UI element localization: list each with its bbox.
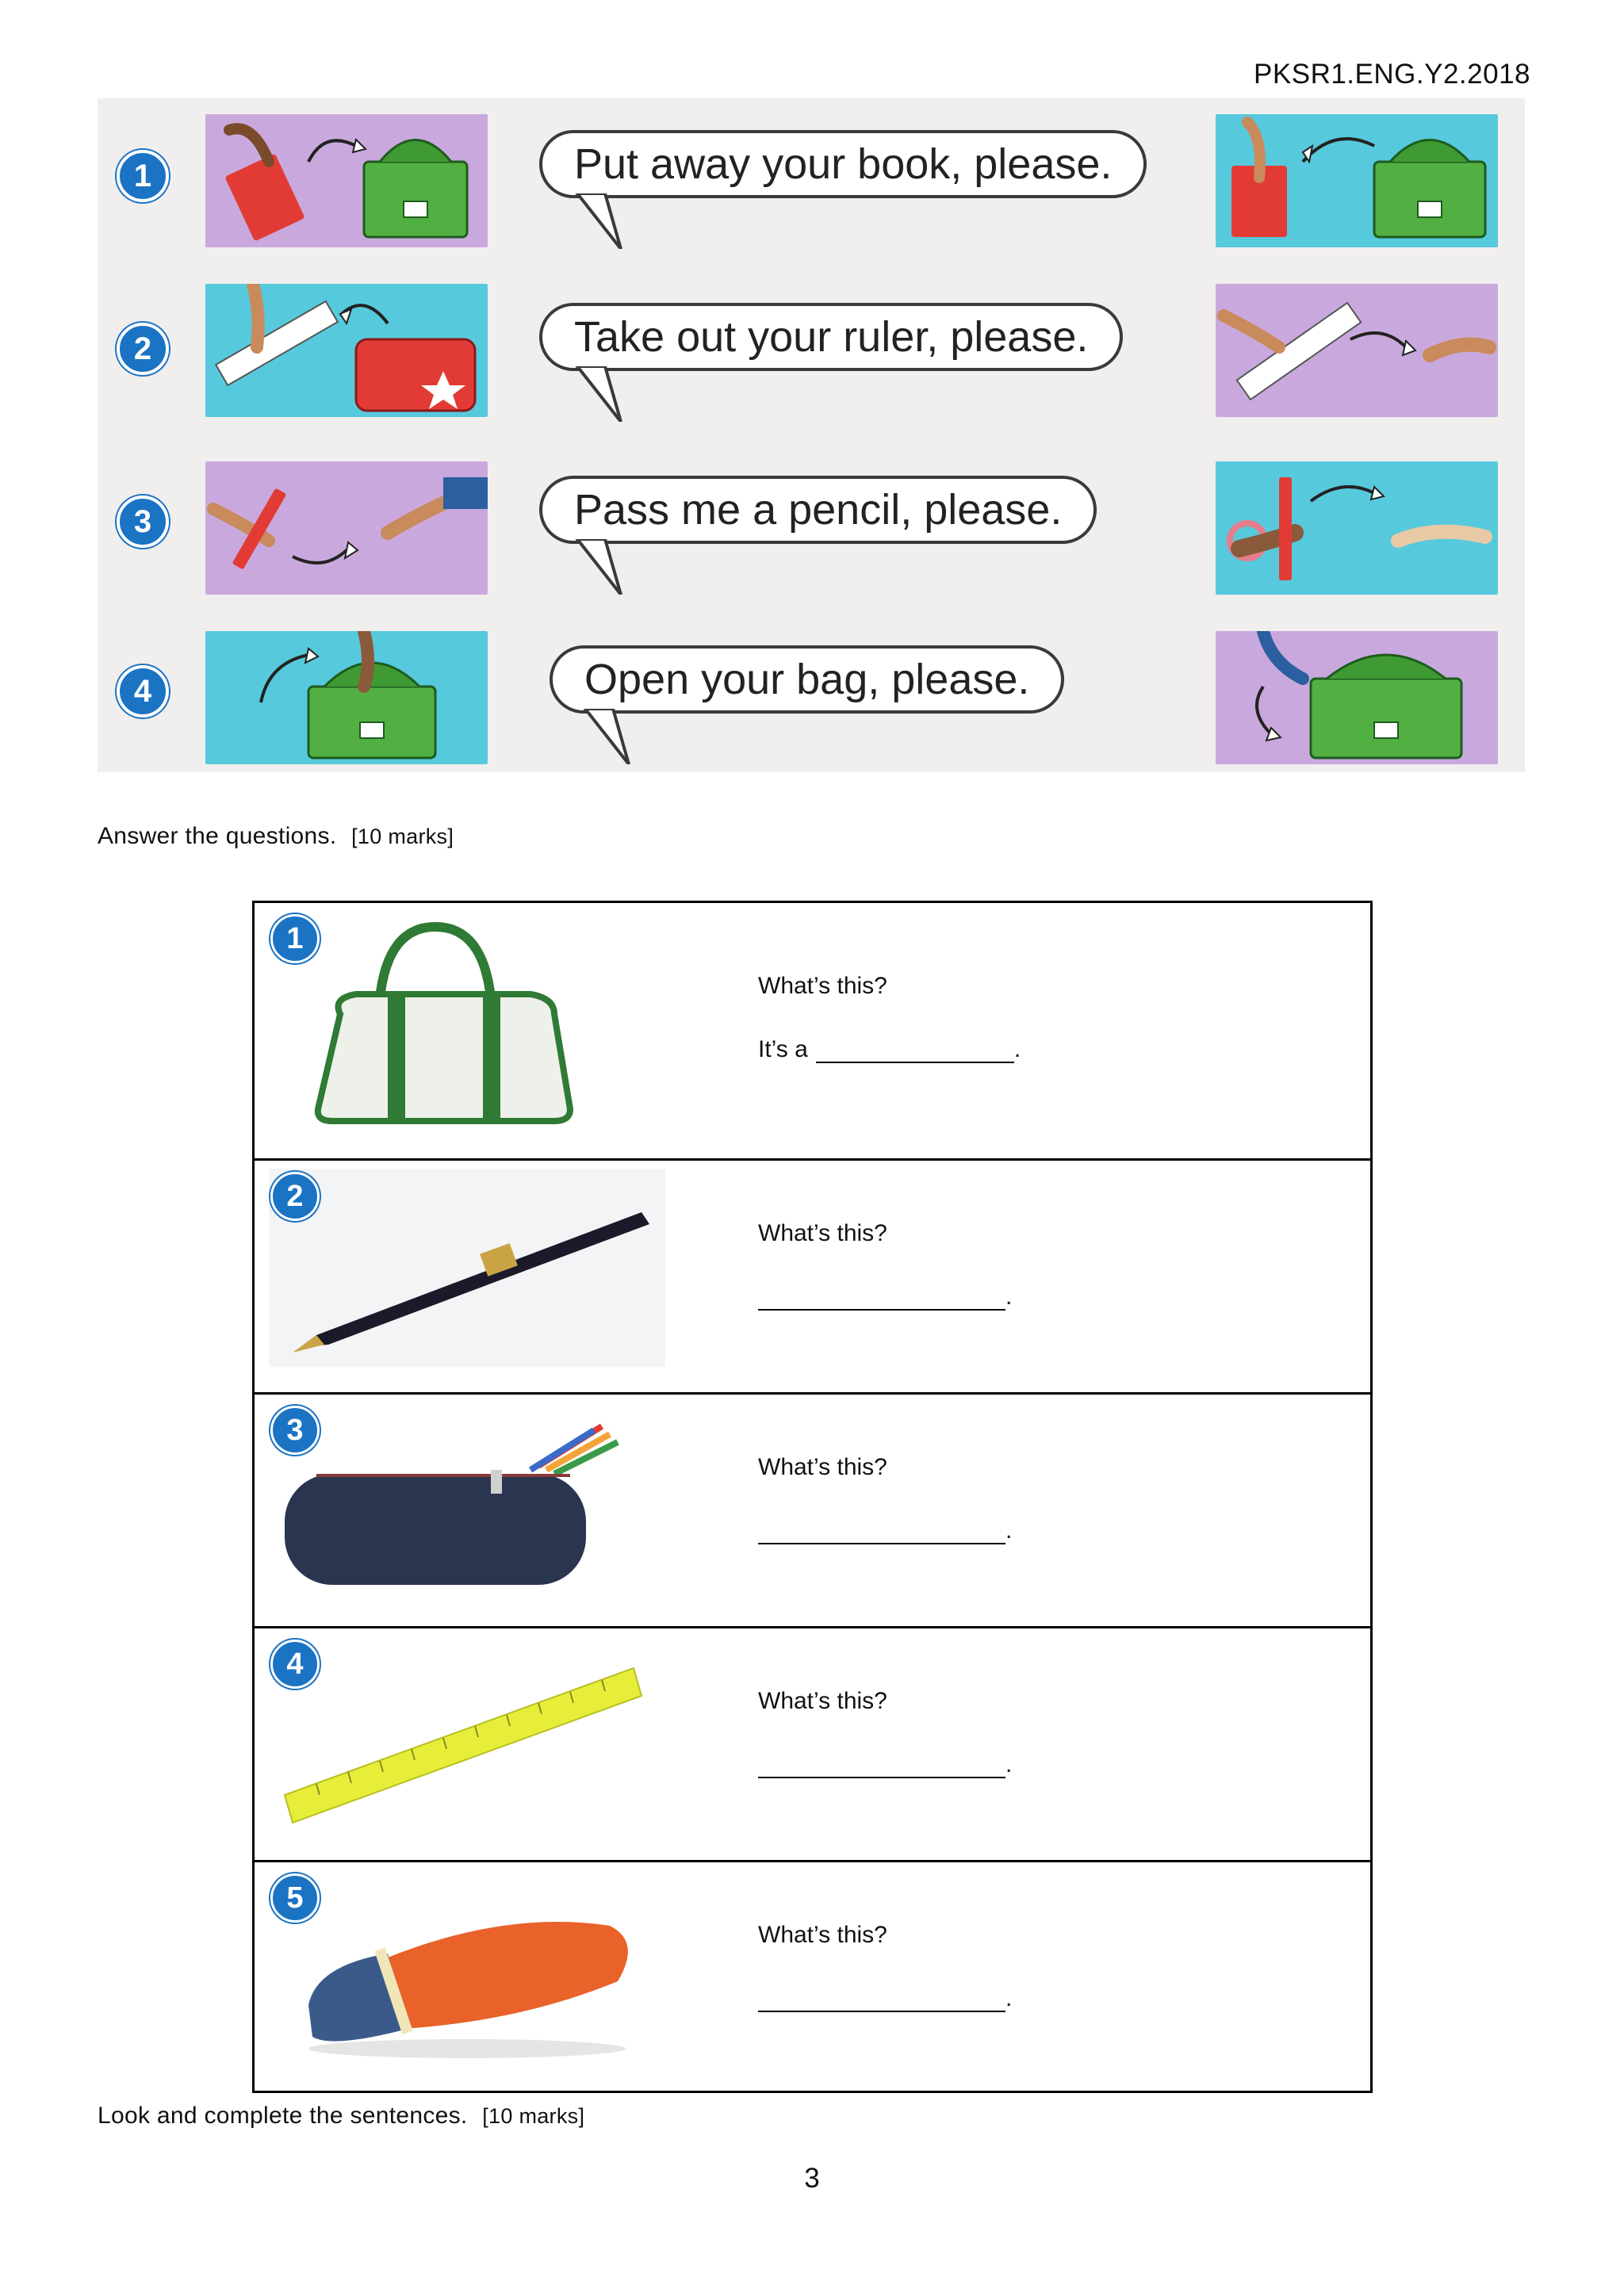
instruction-text: Answer the questions.: [98, 823, 337, 849]
answer-suffix: .: [1005, 1751, 1013, 1777]
number-badge: 4: [117, 665, 169, 718]
answer-suffix: .: [1005, 1517, 1013, 1544]
question-row: [255, 1862, 1370, 2091]
instruction-row: [98, 106, 1525, 257]
question-label: What’s this?: [758, 973, 887, 999]
answer-suffix: .: [1005, 1284, 1013, 1310]
question-number-badge: 5: [270, 1873, 320, 1923]
question-label: What’s this?: [758, 1454, 887, 1480]
question-label: What’s this?: [758, 1220, 887, 1246]
book-into-bag-illustration: [205, 114, 488, 247]
answer-line: [758, 1517, 1012, 1544]
page-number: 3: [804, 2163, 820, 2194]
question-number-badge: 1: [270, 914, 320, 963]
question-row: [255, 1628, 1370, 1862]
instruction-text: Look and complete the sentences.: [98, 2103, 468, 2129]
instruction-row: [98, 279, 1525, 430]
question-number-badge: 4: [270, 1640, 320, 1689]
answer-blank[interactable]: [758, 1753, 1005, 1778]
question-row: [255, 903, 1370, 1161]
number-badge: 3: [117, 496, 169, 548]
instruction-row: [98, 622, 1525, 772]
instruction-row: [98, 452, 1525, 603]
speech-bubble: Pass me a pencil, please.: [539, 476, 1097, 544]
ruler-out-of-case-illustration: [205, 284, 488, 417]
pencil-case-photo: [269, 1402, 665, 1601]
question-number-badge: 2: [270, 1172, 320, 1221]
ruler-passing-illustration: [1216, 284, 1498, 417]
speech-bubble: Put away your book, please.: [539, 130, 1147, 198]
complete-sentences-instruction: [98, 2103, 584, 2130]
open-bag-illustration: [1216, 631, 1498, 764]
answer-line: [758, 1751, 1012, 1778]
eraser-photo: [269, 1870, 665, 2068]
speech-bubble: Take out your ruler, please.: [539, 303, 1123, 371]
question-row: [255, 1161, 1370, 1395]
answer-suffix: .: [1013, 1036, 1021, 1062]
answer-blank[interactable]: [758, 1285, 1005, 1311]
book-into-bag-illustration: [1216, 114, 1498, 247]
answer-blank[interactable]: [758, 1987, 1005, 2012]
question-number-badge: 3: [270, 1406, 320, 1455]
answer-line: [758, 1985, 1012, 2012]
classroom-instructions-panel: [98, 98, 1525, 772]
ruler-photo: [269, 1636, 665, 1835]
number-badge: 2: [117, 323, 169, 375]
number-badge: 1: [117, 150, 169, 202]
answer-blank[interactable]: [816, 1038, 1014, 1063]
answer-line: [758, 1036, 1021, 1063]
pencil-passing-illustration: [205, 461, 488, 595]
marks-label: [10 marks]: [351, 825, 454, 848]
marks-label: [10 marks]: [482, 2104, 585, 2128]
answer-blank[interactable]: [758, 1519, 1005, 1544]
question-label: What’s this?: [758, 1688, 887, 1714]
bag-photo: [269, 911, 665, 1125]
open-bag-illustration: [205, 631, 488, 764]
answer-suffix: .: [1005, 1985, 1013, 2011]
question-row: [255, 1395, 1370, 1628]
pen-photo: [269, 1169, 665, 1367]
document-code: PKSR1.ENG.Y2.2018: [1254, 59, 1530, 90]
answer-questions-instruction: [98, 823, 454, 850]
answer-prefix: It’s a: [758, 1036, 808, 1062]
speech-bubble: Open your bag, please.: [550, 645, 1064, 714]
answer-line: [758, 1284, 1012, 1311]
pencil-passing-illustration: [1216, 461, 1498, 595]
question-label: What’s this?: [758, 1922, 887, 1948]
questions-table: [252, 901, 1373, 2093]
